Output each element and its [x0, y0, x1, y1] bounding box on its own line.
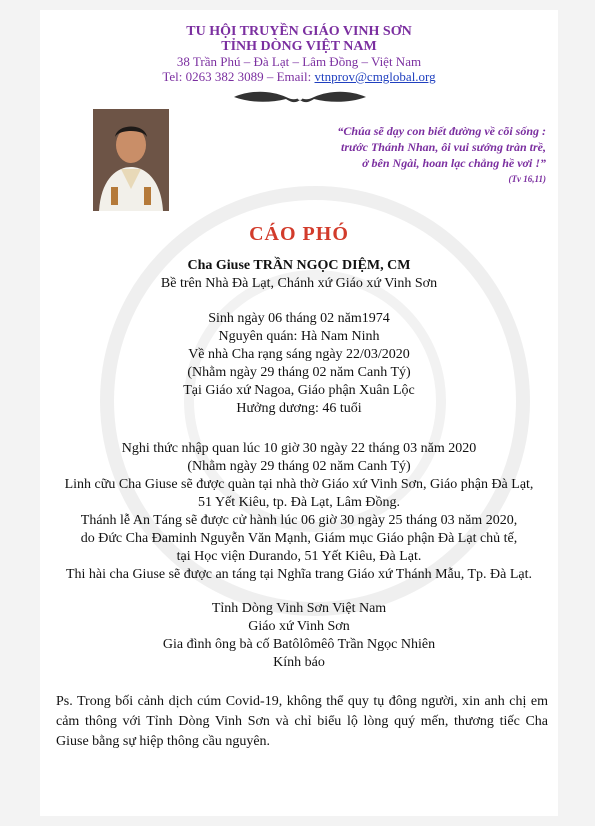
postscript: Ps. Trong bối cảnh dịch cúm Covid-19, không thể quy tụ đông người, xin anh chị em cảm thông với Tỉnh Dòng Vinh Sơn và chỉ biểu lộ lòng quý mến, thương tiếc Cha Giuse bằng sự hiệp thông cầu nguyên.: [56, 694, 548, 749]
org-contact: [40, 69, 558, 84]
quote-line: “Chúa sẽ dạy con biết đường về cõi sống :: [337, 124, 546, 138]
letterhead: [40, 24, 558, 84]
scripture-quote: [286, 123, 546, 187]
ceremony-line: Thi hài cha Giuse sẽ được an táng tại Nghĩa trang Giáo xứ Thánh Mẫu, Tp. Đà Lạt.: [65, 567, 533, 582]
signatory-line: Giáo xứ Vinh Sơn: [248, 619, 350, 634]
ceremony-line: Nghi thức nhập quan lúc 10 giờ 30 ngày 22 tháng 03 năm 2020: [121, 441, 477, 456]
obituary-page: [40, 10, 558, 816]
ceremony-line: Linh cữu Cha Giuse sẽ được quàn tại nhà thờ Giáo xứ Vinh Sơn, Giáo phận Đà Lạt,: [64, 477, 534, 492]
detail-line: Hưởng dương: 46 tuổi: [236, 401, 362, 416]
ceremony-line: Thánh lễ An Táng sẽ được cử hành lúc 06 giờ 30 ngày 25 tháng 03 năm 2020,: [80, 513, 518, 528]
detail-line: (Nhằm ngày 29 tháng 02 năm Canh Tý): [187, 365, 411, 380]
tel-email-label: Tel: 0263 382 3089 – Email:: [162, 69, 315, 84]
email-link[interactable]: vtnprov@cmglobal.org: [314, 69, 436, 84]
quote-line: trước Thánh Nhan, ôi vui sướng tràn trề,: [341, 140, 546, 154]
detail-line: Sinh ngày 06 tháng 02 năm1974: [208, 311, 390, 326]
life-details: [40, 310, 558, 418]
quote-line: ở bên Ngài, hoan lạc chẳng hề vơi !”: [362, 156, 546, 170]
ceremony-line: (Nhằm ngày 29 tháng 02 năm Canh Tý): [187, 459, 411, 474]
deceased-name: Cha Giuse TRẦN NGỌC DIỆM, CM: [187, 258, 411, 273]
deceased-block: [40, 257, 558, 293]
detail-line: Về nhà Cha rạng sáng ngày 22/03/2020: [188, 347, 410, 362]
ornament-divider-icon: [230, 88, 370, 106]
ceremony-line: 51 Yết Kiêu, tp. Đà Lạt, Lâm Đồng.: [197, 495, 401, 510]
ceremony-details: [40, 440, 558, 584]
deceased-role: Bề trên Nhà Đà Lạt, Chánh xứ Giáo xứ Vinh Sơn: [160, 276, 438, 291]
page-title: CÁO PHÓ: [249, 223, 349, 245]
priest-portrait-photo: [93, 109, 169, 211]
quote-reference: (Tv 16,11): [508, 174, 546, 184]
org-province: TỈNH DÒNG VIỆT NAM: [221, 39, 377, 54]
detail-line: Tại Giáo xứ Nagoa, Giáo phận Xuân Lộc: [183, 383, 415, 398]
ceremony-line: do Đức Cha Đaminh Nguyễn Văn Mạnh, Giám mục Giáo phận Đà Lạt chủ tế,: [80, 531, 518, 546]
detail-line: Nguyên quán: Hà Nam Ninh: [218, 329, 380, 344]
signatory-line: Gia đình ông bà cố Batôlômêô Trần Ngọc Nhiên: [162, 637, 436, 652]
org-address: 38 Trần Phú – Đà Lạt – Lâm Đồng – Việt Nam: [176, 54, 422, 69]
ceremony-line: tại Học viện Durando, 51 Yết Kiêu, Đà Lạt.: [176, 549, 422, 564]
org-name: TU HỘI TRUYỀN GIÁO VINH SƠN: [186, 24, 412, 39]
signatories: [40, 600, 558, 672]
signatory-line: Tỉnh Dòng Vinh Sơn Việt Nam: [211, 601, 387, 616]
signatory-line: Kính báo: [273, 655, 325, 670]
